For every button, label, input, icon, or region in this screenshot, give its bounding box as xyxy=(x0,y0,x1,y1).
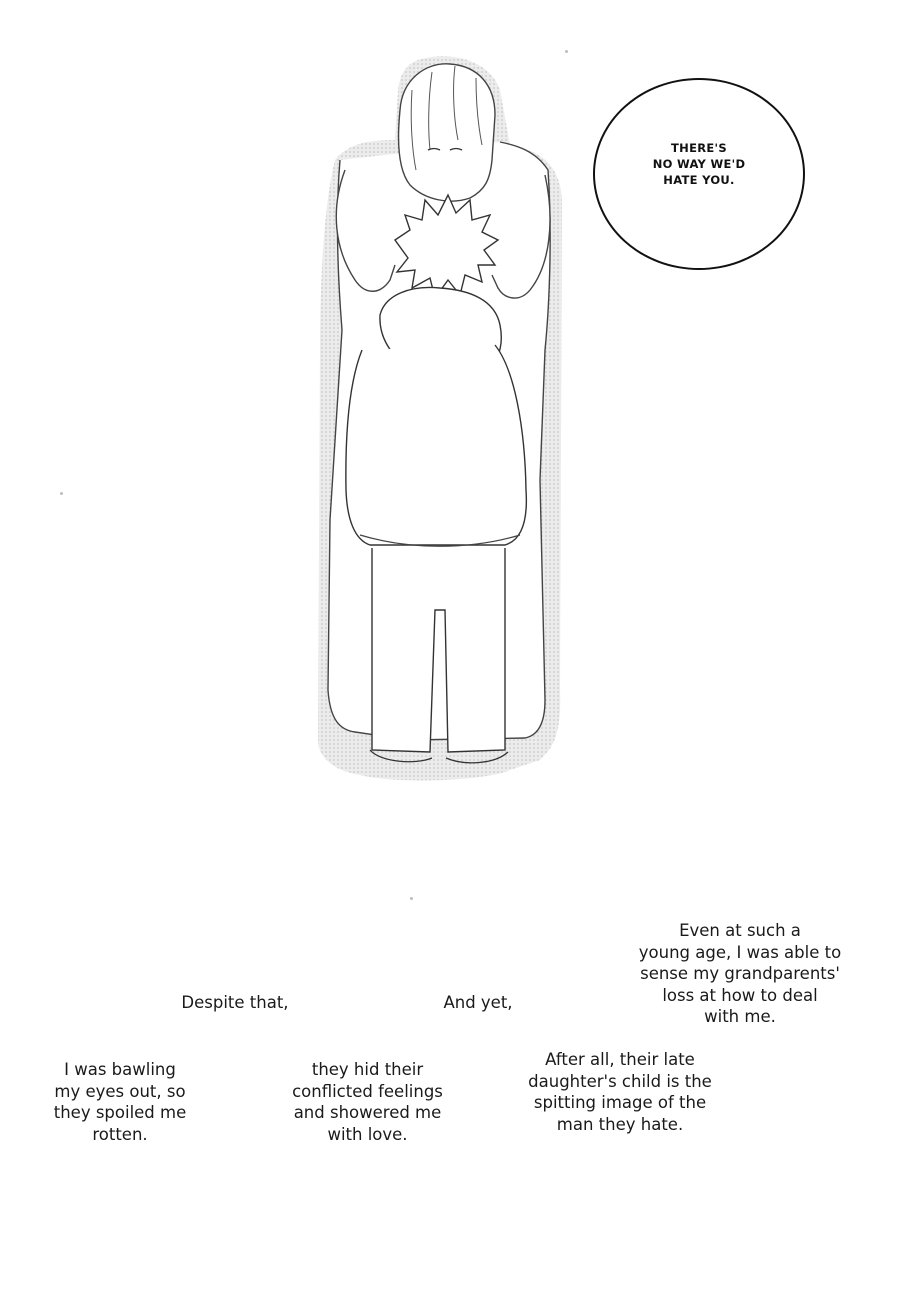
caption-line: young age, I was able to xyxy=(638,942,842,962)
caption-line: sense my grandparents' xyxy=(640,964,840,983)
caption-line: conflicted feelings xyxy=(292,1081,443,1101)
caption-line: Despite that, xyxy=(181,993,289,1012)
caption-grandparents-loss xyxy=(620,920,860,1028)
speech-line: NO WAY WE'D xyxy=(652,157,746,171)
speech-line: HATE YOU. xyxy=(663,173,735,187)
caption-late-daughter xyxy=(505,1049,735,1135)
caption-line: I was bawling xyxy=(64,1060,176,1079)
adult-hair xyxy=(399,64,495,201)
paper-speck xyxy=(410,897,413,900)
caption-line: my eyes out, so xyxy=(54,1081,186,1101)
child-jacket xyxy=(346,345,526,545)
speech-bubble-text xyxy=(649,140,749,188)
caption-line: And yet, xyxy=(443,993,513,1012)
caption-bawling xyxy=(30,1059,210,1145)
caption-line: they hid their xyxy=(311,1060,424,1079)
caption-line: man they hate. xyxy=(556,1114,684,1134)
caption-despite-that xyxy=(160,992,310,1014)
figure-drawing xyxy=(300,50,580,790)
caption-line: Even at such a xyxy=(679,921,801,940)
paper-speck xyxy=(60,492,63,495)
paper-speck xyxy=(565,50,568,53)
caption-line: After all, their late xyxy=(545,1050,695,1069)
caption-line: and showered me xyxy=(293,1103,442,1122)
caption-line: daughter's child is the xyxy=(528,1071,712,1091)
speech-line: THERE'S xyxy=(671,141,727,155)
caption-line: spitting image of the xyxy=(533,1093,707,1112)
caption-line: with me. xyxy=(704,1007,776,1026)
caption-line: rotten. xyxy=(92,1124,148,1144)
caption-line: they spoiled me xyxy=(53,1103,187,1122)
caption-line: with love. xyxy=(327,1124,408,1144)
caption-and-yet xyxy=(418,992,538,1014)
caption-hid-feelings xyxy=(270,1059,465,1145)
caption-line: loss at how to deal xyxy=(662,985,818,1005)
grandparent-hugging-child-illustration xyxy=(300,50,580,790)
speech-bubble xyxy=(593,78,805,270)
